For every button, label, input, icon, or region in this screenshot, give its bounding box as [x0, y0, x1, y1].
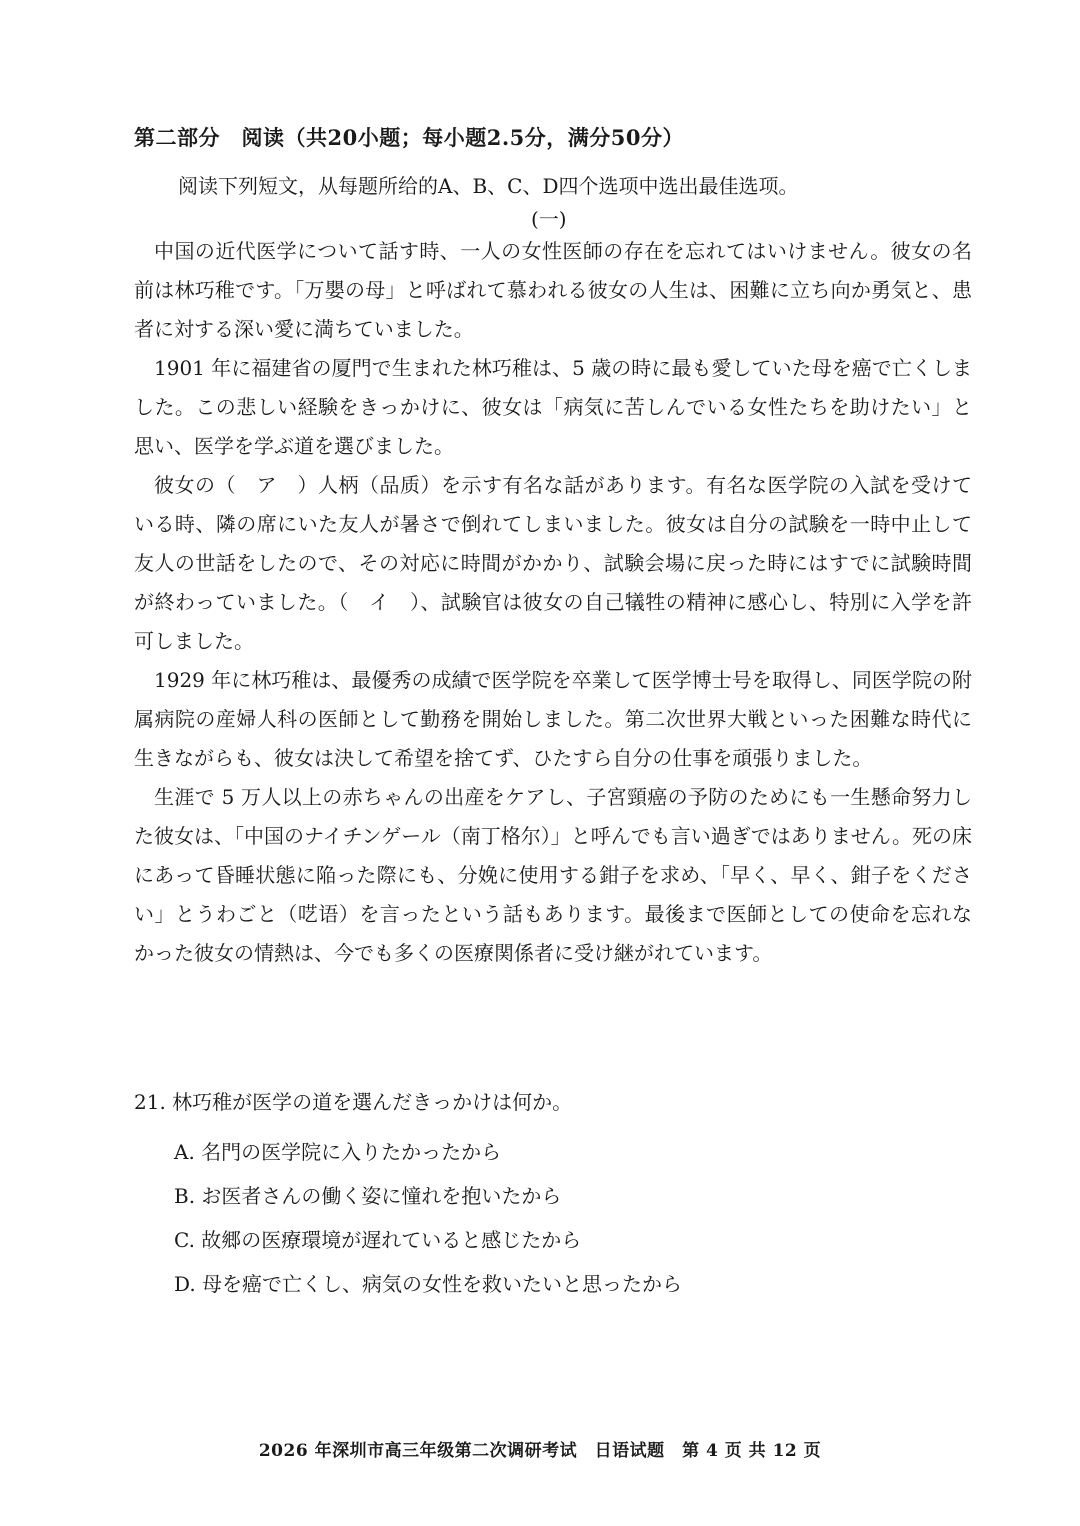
option-a: A. 名門の医学院に入りたかったから — [174, 1140, 502, 1164]
option-c: C. 故郷の医療環境が遅れていると感じたから — [174, 1228, 582, 1252]
reading-passage — [134, 232, 972, 973]
passage-paragraph-3: 彼女の（ ア ）人柄（品质）を示す有名な話があります。有名な医学院の入試を受けている時、隣の席にいた友人が暑さで倒れてしまいました。彼女は自分の試験を一時中止して友人の世話をしたので、その対応に時間がかかり、試験会場に戻った時にはすでに試験時間が終わっていました。（ イ ）、試験官は彼女の自己犠牲の精神に感心し、特別に入学を許可しました。 — [134, 473, 972, 653]
question-text: 林巧稚が医学の道を選んだきっかけは何か。 — [172, 1090, 573, 1114]
answer-options — [134, 1130, 972, 1306]
question-21 — [134, 1086, 972, 1306]
passage-paragraph-4: 1929 年に林巧稚は、最優秀の成績で医学院を卒業して医学博士号を取得し、同医学院の附属病院の産婦人科の医師として勤務を開始しました。第二次世界大戦といった困難な時代に生きながらも、彼女は決して希望を捨てず、ひたすら自分の仕事を頑張りました。 — [134, 668, 972, 770]
section-title: 第二部分 阅读（共20小题；每小题2.5分，满分50分） — [134, 125, 684, 150]
instruction-text: 阅读下列短文，从每题所给的A、B、C、D四个选项中选出最佳选项。 — [178, 174, 799, 198]
question-stem — [134, 1086, 972, 1118]
page-footer: 2026 年深圳市高三年级第二次调研考试 日语试题 第 4 页 共 12 页 — [258, 1441, 822, 1461]
passage-paragraph-5: 生涯で 5 万人以上の赤ちゃんの出産をケアし、子宮頸癌の予防のためにも一生懸命努力した彼女は、「中国のナイチンゲール（南丁格尔）」と呼んでも言い過ぎではありません。死の床にあって昏睡状態に陥った際にも、分娩に使用する鉗子を求め、「早く、早く、鉗子をください」とうわごと（呓语）を言ったという話もあります。最後まで医師としての使命を忘れなかった彼女の情熱は、今でも多くの医療関係者に受け継がれています。 — [134, 785, 972, 965]
passage-number: (一) — [531, 207, 567, 231]
question-number: 21. — [134, 1090, 166, 1114]
option-d: D. 母を癌で亡くし、病気の女性を救いたいと思ったから — [174, 1272, 683, 1296]
passage-paragraph-1: 中国の近代医学について話す時、一人の女性医師の存在を忘れてはいけません。彼女の名前は林巧稚です。「万嬰の母」と呼ばれて慕われる彼女の人生は、困難に立ち向か勇気と、患者に対する深い愛に満ちていました。 — [134, 239, 972, 341]
passage-paragraph-2: 1901 年に福建省の厦門で生まれた林巧稚は、5 歳の時に最も愛していた母を癌で亡くしました。この悲しい経験をきっかけに、彼女は「病気に苦しんでいる女性たちを助けたい」と思い、医学を学ぶ道を選びました。 — [134, 356, 972, 458]
option-b: B. お医者さんの働く姿に憧れを抱いたから — [174, 1184, 562, 1208]
